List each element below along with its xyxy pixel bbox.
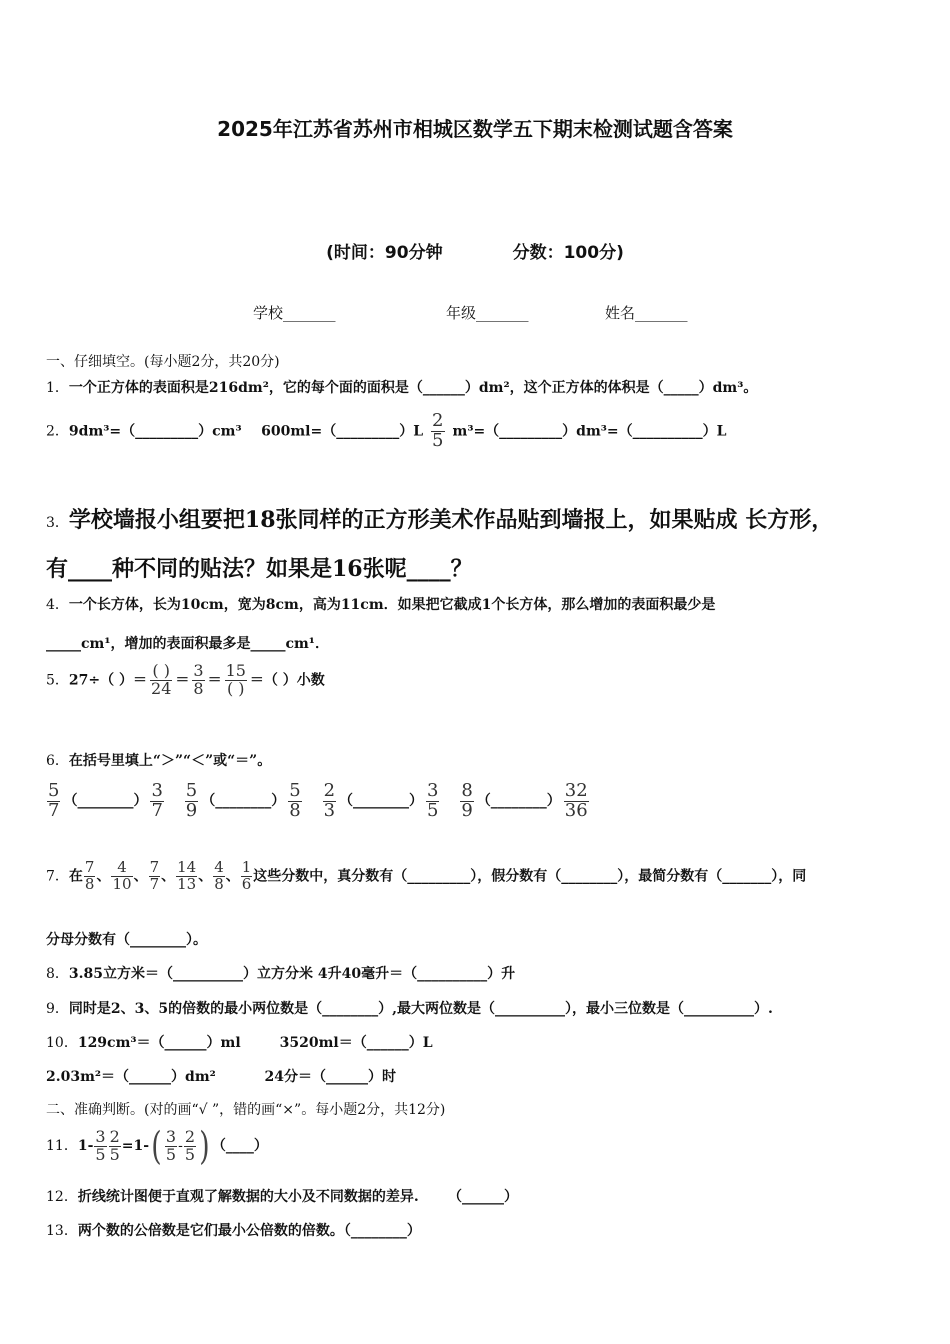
q5-fraction-3-numerator: 15 bbox=[225, 661, 246, 680]
section-2-heading: 二、准确判断。(对的画“√ ”，错的画“×”。每小题2分，共12分) bbox=[46, 1102, 446, 1118]
question-6 bbox=[46, 750, 271, 770]
q7-fraction-6-numerator: 1 bbox=[241, 858, 252, 876]
q6-pair-3-left-denominator: 3 bbox=[323, 799, 336, 821]
q6-pair-4 bbox=[457, 780, 591, 821]
q5-equals-1: ＝ bbox=[175, 672, 190, 689]
q11-fraction-2 bbox=[109, 1126, 121, 1164]
q1-number: 1． bbox=[46, 380, 69, 396]
q10-part-c: 2.03m²＝（______）dm² bbox=[46, 1069, 216, 1085]
q11-fraction-1 bbox=[94, 1126, 106, 1164]
q7-separator-4: 、 bbox=[198, 868, 213, 885]
right-parenthesis-glyph: ) bbox=[199, 1124, 210, 1168]
q11-fraction-3-numerator: 3 bbox=[165, 1126, 177, 1146]
q10-part-d: 24分＝（______）时 bbox=[264, 1069, 397, 1085]
q5-fraction-1-denominator: 24 bbox=[151, 678, 172, 698]
q2-part-c: m³=（_________）dm³=（__________）L bbox=[452, 423, 727, 440]
q7-fraction-3-numerator: 7 bbox=[149, 858, 160, 876]
question-7 bbox=[46, 860, 806, 893]
q6-comparisons bbox=[44, 782, 592, 821]
q7-fraction-3-denominator: 7 bbox=[149, 874, 160, 893]
q7-fraction-2 bbox=[111, 860, 132, 893]
q12-blank[interactable]: （______） bbox=[447, 1189, 518, 1205]
q7-fraction-2-denominator: 10 bbox=[112, 874, 132, 893]
name-field: 姓名_______ bbox=[605, 304, 688, 322]
q6-pair-3-right-fraction bbox=[426, 782, 439, 821]
question-12 bbox=[46, 1186, 518, 1206]
school-field: 学校_______ bbox=[253, 304, 336, 322]
q4-text-line-2: _____cm¹，增加的表面积最多是_____cm¹． bbox=[46, 636, 329, 652]
q6-pair-2-left-denominator: 9 bbox=[185, 799, 198, 821]
q12-number: 12． bbox=[46, 1189, 78, 1205]
q3-text-line-1: 学校墙报小组要把18张同样的正方形美术作品贴到墙报上，如果贴成 长方形， bbox=[68, 507, 834, 533]
q13-text: 两个数的公倍数是它们最小公倍数的倍数。（________） bbox=[77, 1223, 421, 1239]
q5-fraction-3-denominator: ( ) bbox=[226, 678, 245, 698]
q6-pair-4-blank[interactable]: （________） bbox=[476, 793, 561, 810]
exam-score: 分数：100分) bbox=[512, 243, 624, 263]
q6-pair-4-right-denominator: 36 bbox=[564, 799, 588, 821]
q2-fraction-numerator: 2 bbox=[432, 410, 444, 431]
q5-fraction-3 bbox=[225, 663, 247, 698]
q2-fraction bbox=[431, 412, 444, 451]
q4-text-line-1: 一个长方体，长为10cm，宽为8cm，高为11cm．如果把它截成1个长方体，那么增加的表面积最少是 bbox=[68, 597, 716, 613]
q11-lead: 1- bbox=[77, 1138, 94, 1154]
q11-blank[interactable]: （____） bbox=[211, 1138, 268, 1154]
q7-fraction-4 bbox=[176, 860, 197, 893]
q11-fraction-2-denominator: 5 bbox=[109, 1144, 120, 1164]
q6-pair-3-right-numerator: 3 bbox=[427, 780, 439, 801]
q6-pair-2-left-numerator: 5 bbox=[185, 780, 198, 801]
q7-separator-2: 、 bbox=[133, 868, 148, 885]
q6-text: 在括号里填上“＞”“＜”或“＝”。 bbox=[68, 753, 272, 769]
q6-pair-4-left-fraction bbox=[460, 782, 473, 821]
q13-number: 13． bbox=[46, 1223, 78, 1239]
q2-part-b: 600ml=（_________）L bbox=[261, 423, 424, 440]
q7-text-line-2: 分母分数有（________）。 bbox=[46, 932, 207, 948]
q6-pair-3-left-fraction bbox=[323, 782, 336, 821]
q3-text-line-2: 有____种不同的贴法？如果是16张呢____？ bbox=[46, 556, 473, 582]
q5-fraction-2-numerator: 3 bbox=[193, 661, 204, 680]
q7-fraction-2-numerator: 4 bbox=[111, 860, 132, 877]
q5-fraction-2 bbox=[192, 663, 204, 698]
question-1 bbox=[46, 377, 757, 397]
q7-fraction-1-denominator: 8 bbox=[84, 874, 95, 893]
q7-number: 7． bbox=[46, 868, 69, 885]
q7-fraction-5 bbox=[213, 860, 225, 893]
q10-part-a: 129cm³＝（______）ml bbox=[77, 1035, 241, 1051]
q9-text: 同时是2、3、5的倍数的最小两位数是（________）,最大两位数是（__________），最小三位数是（__________）. bbox=[68, 1001, 773, 1017]
q11-fraction-1-numerator: 3 bbox=[95, 1126, 106, 1146]
q6-pair-1-blank[interactable]: （________） bbox=[63, 793, 148, 810]
q6-pair-4-right-fraction bbox=[564, 782, 589, 821]
q6-pair-2-left-fraction bbox=[185, 782, 198, 821]
q5-fraction-1-numerator: ( ) bbox=[150, 663, 172, 681]
q1-text: 一个正方体的表面积是216dm²，它的每个面的面积是（______）dm²，这个正方体的体积是（_____）dm³。 bbox=[68, 380, 758, 396]
q7-text: 这些分数中，真分数有（_________），假分数有（________），最简分数有（_______），同 bbox=[253, 868, 807, 885]
q11-equals: =1- bbox=[121, 1138, 150, 1154]
q2-part-a: 9dm³=（_________）cm³ bbox=[68, 423, 242, 440]
q6-pair-3-left-numerator: 2 bbox=[323, 780, 336, 801]
q8-number: 8． bbox=[46, 966, 69, 982]
q6-pair-1-right-denominator: 7 bbox=[151, 799, 163, 821]
question-2 bbox=[46, 412, 726, 451]
q6-pair-1-left-denominator: 7 bbox=[48, 799, 60, 821]
q6-pair-4-left-numerator: 8 bbox=[461, 780, 473, 801]
page-title: 2025年江苏省苏州市相城区数学五下期末检测试题含答案 bbox=[217, 117, 733, 141]
q11-fraction-3 bbox=[165, 1126, 177, 1164]
question-4-line-1 bbox=[46, 594, 715, 614]
q12-text: 折线统计图便于直观了解数据的大小及不同数据的差异. bbox=[77, 1189, 419, 1205]
q6-pair-2-blank[interactable]: （________） bbox=[201, 793, 286, 810]
question-5 bbox=[46, 663, 325, 698]
q11-fraction-4 bbox=[184, 1126, 196, 1164]
q2-number: 2． bbox=[46, 423, 69, 440]
q5-number: 5． bbox=[46, 672, 69, 689]
q6-pair-1-left-numerator: 5 bbox=[48, 780, 60, 801]
q7-separator-1: 、 bbox=[96, 868, 111, 885]
q7-fraction-4-numerator: 14 bbox=[177, 858, 197, 876]
q6-pair-1-left-fraction bbox=[47, 782, 60, 821]
q4-number: 4． bbox=[46, 597, 69, 613]
left-parenthesis-glyph: ( bbox=[151, 1124, 162, 1168]
q5-equals-2: ＝ bbox=[207, 672, 222, 689]
q7-fraction-6 bbox=[241, 860, 253, 893]
q7-separator-5: 、 bbox=[225, 868, 240, 885]
q6-pair-2-right-denominator: 8 bbox=[289, 799, 301, 821]
q6-pair-3 bbox=[320, 780, 443, 821]
q6-pair-2-right-numerator: 5 bbox=[289, 780, 301, 801]
q11-fraction-3-denominator: 5 bbox=[165, 1144, 177, 1164]
exam-time: (时间：90分钟 bbox=[326, 243, 443, 263]
q11-number: 11． bbox=[46, 1138, 78, 1154]
q5-fraction-1 bbox=[150, 663, 172, 698]
section-1-heading: 一、仔细填空。(每小题2分，共20分) bbox=[46, 354, 280, 370]
q5-fraction-2-denominator: 8 bbox=[193, 678, 204, 698]
q11-fraction-4-denominator: 5 bbox=[184, 1144, 195, 1164]
q7-fraction-1 bbox=[84, 860, 96, 893]
q6-pair-1-right-numerator: 3 bbox=[151, 780, 163, 801]
question-11 bbox=[46, 1124, 268, 1168]
q6-pair-4-right-numerator: 32 bbox=[564, 780, 588, 801]
q2-fraction-denominator: 5 bbox=[432, 429, 444, 451]
grade-field: 年级_______ bbox=[446, 304, 529, 322]
q6-pair-2-right-fraction bbox=[288, 782, 301, 821]
q9-number: 9． bbox=[46, 1001, 69, 1017]
q7-fraction-6-denominator: 6 bbox=[241, 874, 252, 893]
q7-fraction-5-numerator: 4 bbox=[214, 858, 224, 876]
q6-pair-3-blank[interactable]: （________） bbox=[339, 793, 424, 810]
q10-number: 10． bbox=[46, 1035, 78, 1051]
q11-fraction-2-numerator: 2 bbox=[109, 1126, 120, 1146]
question-13 bbox=[46, 1220, 421, 1240]
q11-minus: - bbox=[178, 1138, 183, 1154]
q7-fraction-3 bbox=[149, 860, 161, 893]
q6-number: 6． bbox=[46, 753, 69, 769]
q6-pair-3-right-denominator: 5 bbox=[427, 799, 439, 821]
q7-lead: 在 bbox=[68, 868, 83, 885]
q8-text: 3.85立方米＝（__________）立方分米 4升40毫升＝（__________）升 bbox=[68, 966, 516, 982]
q5-part-b: ＝（ ）小数 bbox=[249, 672, 325, 689]
exam-subtitle bbox=[0, 238, 950, 263]
q11-fraction-4-numerator: 2 bbox=[184, 1126, 195, 1146]
q7-fraction-5-denominator: 8 bbox=[214, 874, 224, 893]
q7-separator-3: 、 bbox=[161, 868, 176, 885]
q6-pair-2 bbox=[182, 780, 305, 821]
q6-pair-1-right-fraction bbox=[150, 782, 163, 821]
question-9 bbox=[46, 998, 773, 1018]
q11-fraction-1-denominator: 5 bbox=[95, 1144, 106, 1164]
question-8 bbox=[46, 963, 515, 983]
q3-number: 3． bbox=[46, 515, 69, 531]
q10-part-b: 3520ml＝（______）L bbox=[279, 1035, 433, 1051]
q6-pair-1 bbox=[44, 780, 167, 821]
q7-fraction-4-denominator: 13 bbox=[177, 874, 197, 893]
question-10 bbox=[46, 1032, 433, 1052]
question-3-line-1 bbox=[46, 503, 833, 534]
q6-pair-4-left-denominator: 9 bbox=[461, 799, 473, 821]
q5-part-a: 27÷（ ）＝ bbox=[68, 672, 148, 689]
question-10-line-2 bbox=[46, 1066, 396, 1086]
q7-fraction-1-numerator: 7 bbox=[84, 858, 95, 876]
